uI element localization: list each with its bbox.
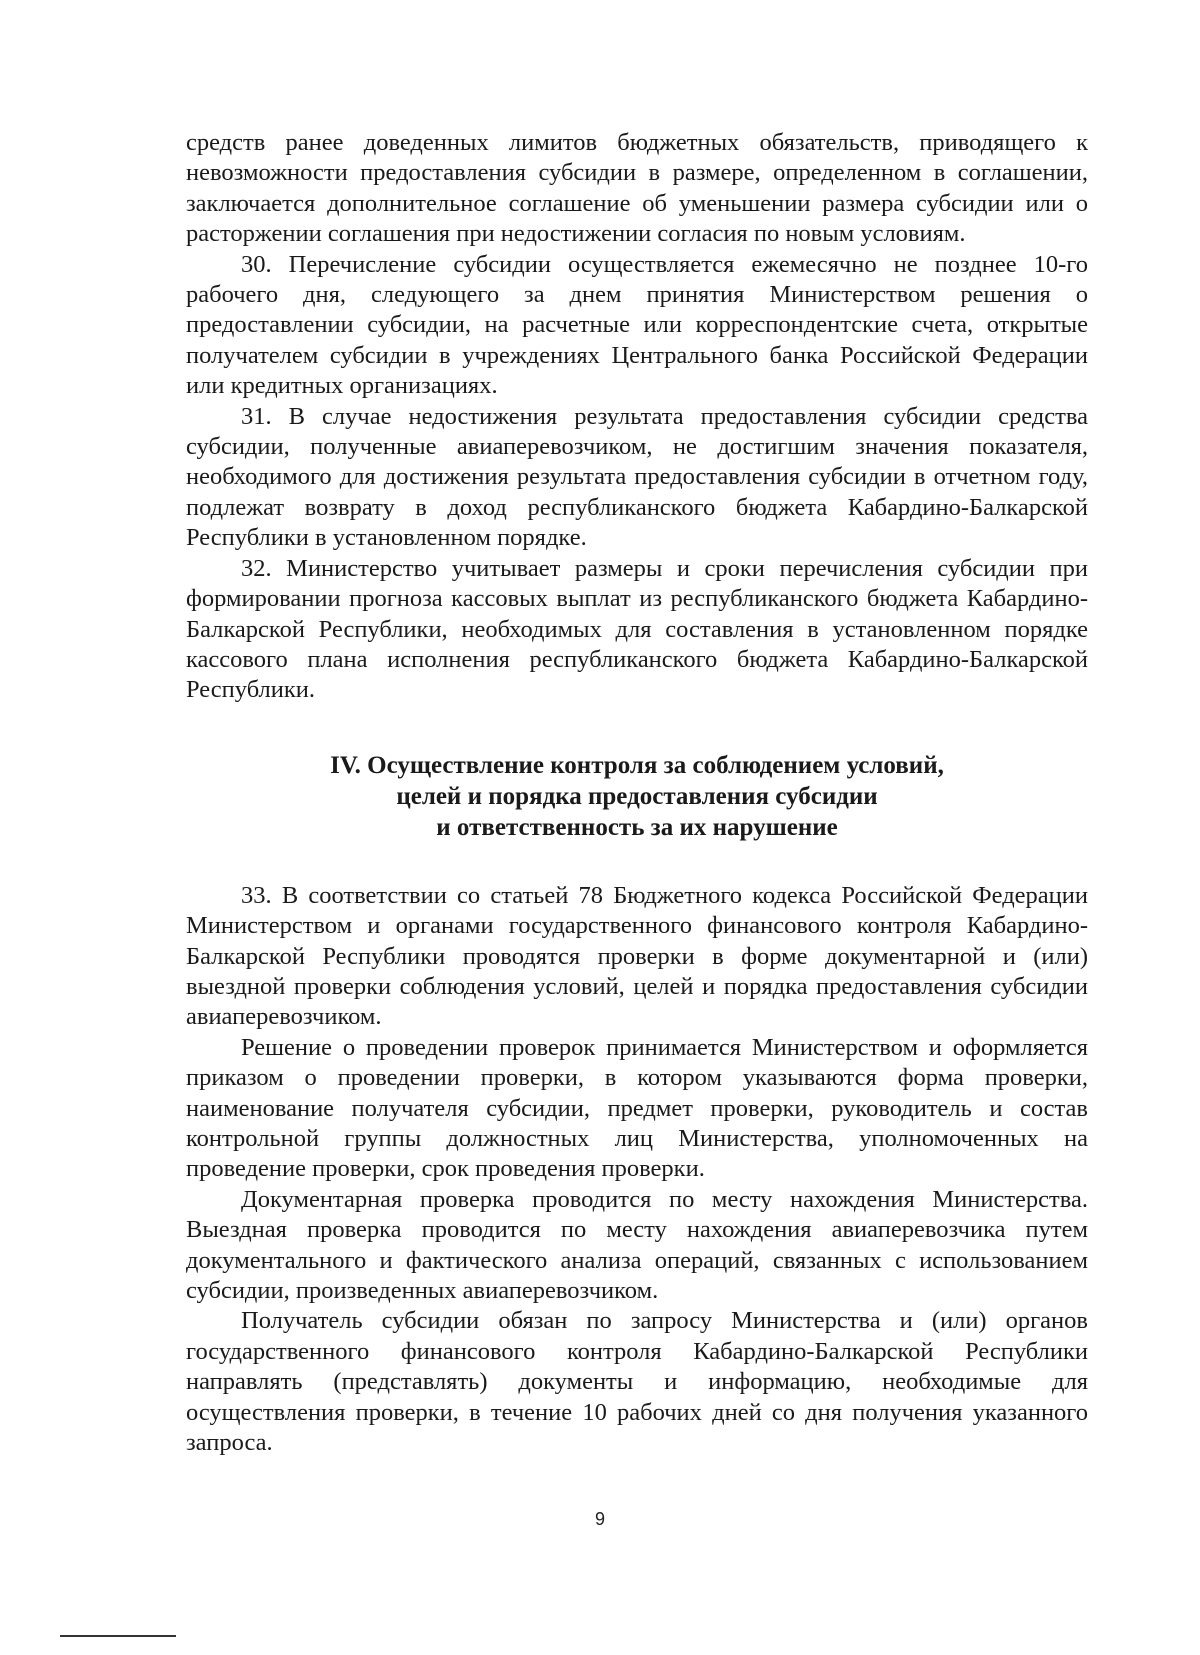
paragraph-31: 31. В случае недостижения результата предоставления субсидии средства субсидии, полученные авиаперевозчиком, не достигшим значения показателя, необходимого для достижения результата предоставления субсидии в отчетном году, подлежат возврату в доход республиканского бюджета Кабардино-Балкарской Республики в установленном порядке. (186, 402, 1088, 552)
section-heading-line-2: целей и порядка предоставления субсидии (396, 782, 878, 810)
paragraph-inspection-decision: Решение о проведении проверок принимается Министерством и оформляется приказом о проведении проверки, в котором указываются форма проверки, наименование получателя субсидии, предмет проверки, руководитель и состав контрольной группы должностных лиц Министерства, уполномоченных на проведение проверки, срок проведения проверки. (186, 1033, 1088, 1183)
paragraph-32: 32. Министерство учитывает размеры и сроки перечисления субсидии при формировании прогноза кассовых выплат из республиканского бюджета Кабардино-Балкарской Республики, необходимых для составления в установленном порядке кассового плана исполнения республиканского бюджета Кабардино-Балкарской Республики. (186, 554, 1088, 704)
paragraph-30: 30. Перечисление субсидии осуществляется ежемесячно не позднее 10-го рабочего дня, следующего за днем принятия Министерством решения о предоставлении субсидии, на расчетные или корреспондентские счета, открытые получателем субсидии в учреждениях Центрального банка Российской Федерации или кредитных организациях. (186, 250, 1088, 400)
page-number: 9 (594, 1509, 605, 1529)
document-body (186, 128, 1088, 1458)
paragraph-continuation: средств ранее доведенных лимитов бюджетных обязательств, приводящего к невозможности предоставления субсидии в размере, определенном в соглашении, заключается дополнительное соглашение об уменьшении размера субсидии или о расторжении соглашения при недостижении согласия по новым условиям. (186, 129, 1088, 248)
footnote-separator (60, 1635, 176, 1637)
paragraph-33: 33. В соответствии со статьей 78 Бюджетного кодекса Российской Федерации Министерством и органами государственного финансового контроля Кабардино-Балкарской Республики проводятся проверки в форме документарной и (или) выездной проверки соблюдения условий, целей и порядка предоставления субсидии авиаперевозчиком. (186, 881, 1088, 1031)
paragraph-recipient-obligation: Получатель субсидии обязан по запросу Министерства и (или) органов государственного финансового контроля Кабардино-Балкарской Республики направлять (представлять) документы и информацию, необходимые для осуществления проверки, в течение 10 рабочих дней со дня получения указанного запроса. (186, 1307, 1088, 1457)
section-heading-iv (186, 750, 1088, 843)
paragraph-inspection-types: Документарная проверка проводится по месту нахождения Министерства. Выездная проверка проводится по месту нахождения авиаперевозчика путем документального и фактического анализа операций, связанных с использованием субсидии, произведенных авиаперевозчиком. (186, 1185, 1088, 1304)
section-heading-line-3: и ответственность за их нарушение (436, 813, 838, 841)
section-heading-line-1: IV. Осуществление контроля за соблюдением условий, (330, 751, 944, 779)
